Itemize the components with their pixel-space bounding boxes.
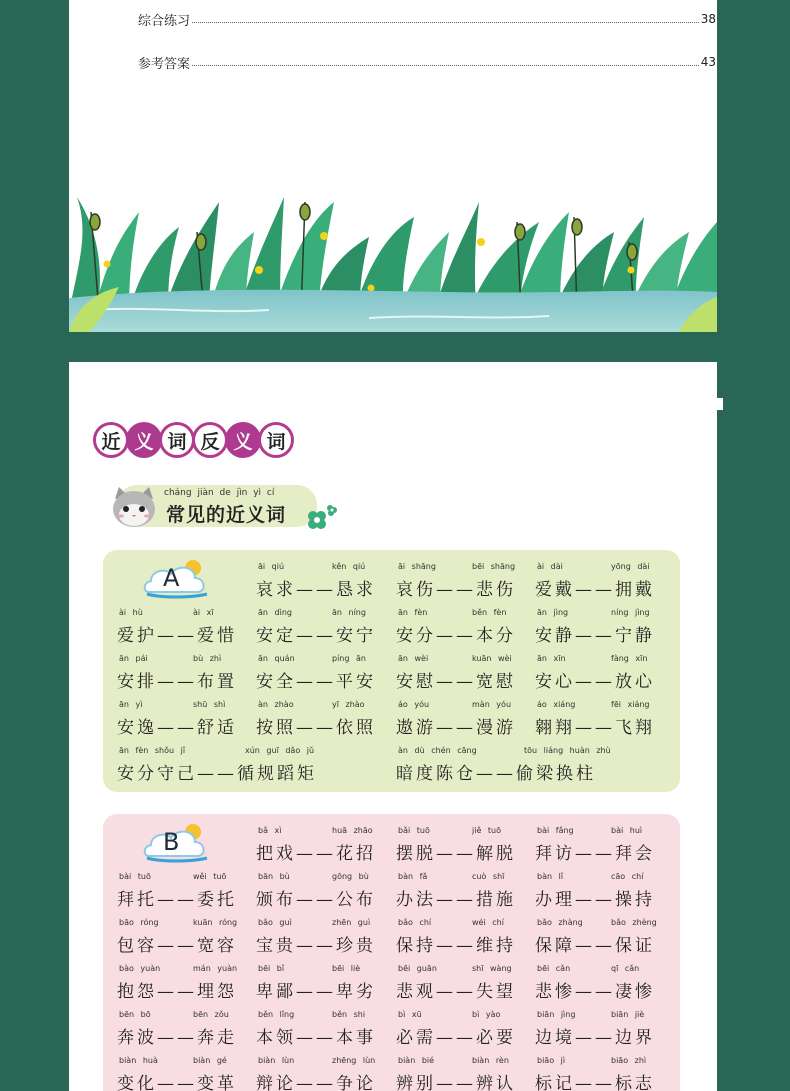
title-char: 义 xyxy=(126,422,162,458)
synonym-pair xyxy=(256,562,384,602)
synonym-pair xyxy=(256,1010,384,1050)
pinyin-first: bǎ xì xyxy=(258,826,282,835)
pinyin-line xyxy=(535,1056,663,1068)
pinyin-line xyxy=(535,964,663,976)
pinyin-first: ān fèn xyxy=(398,608,428,617)
pinyin-line xyxy=(117,700,245,712)
pinyin-first: bài fǎng xyxy=(537,826,574,835)
word-pair: 安分守己——循规蹈矩 xyxy=(117,764,317,784)
synonym-pair xyxy=(535,1056,663,1091)
pinyin-first: biāo jì xyxy=(537,1056,566,1065)
pinyin-line xyxy=(535,918,663,930)
synonym-pair xyxy=(396,562,524,602)
pinyin-second: mán yuàn xyxy=(193,964,238,973)
synonym-pair xyxy=(117,1056,245,1091)
pinyin-line xyxy=(396,1056,524,1068)
pinyin-line xyxy=(256,654,384,666)
pinyin-second: wéi chí xyxy=(472,918,504,927)
pinyin-line xyxy=(256,562,384,574)
section-letter: B xyxy=(163,828,180,856)
pinyin-first: bǎo guì xyxy=(258,918,292,927)
pinyin-line xyxy=(117,1056,245,1068)
toc-page xyxy=(69,0,717,332)
pinyin-first: àn zhào xyxy=(258,700,294,709)
pinyin-line xyxy=(117,608,245,620)
pinyin-second: kuān wèi xyxy=(472,654,512,663)
word-pair: 颁布——公布 xyxy=(256,890,376,910)
pinyin-second: qī cǎn xyxy=(611,964,640,973)
toc-label: 参考答案 xyxy=(138,56,191,72)
pinyin-line xyxy=(256,700,384,712)
pinyin-line xyxy=(396,826,524,838)
pinyin-first: bài tuō xyxy=(119,872,151,881)
synonym-pair xyxy=(396,746,666,786)
word-pair: 拜访——拜会 xyxy=(535,844,655,864)
pinyin-line xyxy=(396,700,524,712)
pinyin-first: ān wèi xyxy=(398,654,429,663)
pinyin-second: kěn qiú xyxy=(332,562,366,571)
synonym-pair xyxy=(396,872,524,912)
pinyin-second: cāo chí xyxy=(611,872,644,881)
word-pair: 安慰——宽慰 xyxy=(396,672,516,692)
pinyin-second: zhēn guì xyxy=(332,918,371,927)
pinyin-line xyxy=(535,608,663,620)
synonym-pair xyxy=(396,826,524,866)
synonym-pair xyxy=(117,654,245,694)
pinyin-second: bēi shāng xyxy=(472,562,516,571)
toc-leader xyxy=(192,65,699,66)
pinyin-first: ān xīn xyxy=(537,654,566,663)
word-pair: 安定——安宁 xyxy=(256,626,376,646)
word-pair: 必需——必要 xyxy=(396,1028,516,1048)
pinyin-first: bàn lǐ xyxy=(537,872,564,881)
pinyin-second: biān jiè xyxy=(611,1010,645,1019)
pinyin-second: píng ān xyxy=(332,654,366,663)
word-pair: 包容——宽容 xyxy=(117,936,237,956)
word-pair: 奔波——奔走 xyxy=(117,1028,237,1048)
pinyin-line xyxy=(535,654,663,666)
pinyin-first: bēn bō xyxy=(119,1010,151,1019)
pinyin-second: cuò shī xyxy=(472,872,505,881)
pinyin-second: jiě tuō xyxy=(472,826,502,835)
pinyin-second: wěi tuō xyxy=(193,872,227,881)
synonym-pair xyxy=(535,1010,663,1050)
pinyin-first: ān yì xyxy=(119,700,143,709)
synonym-pair xyxy=(117,964,245,1004)
synonym-pair xyxy=(117,918,245,958)
pinyin-first: bēi guān xyxy=(398,964,437,973)
title-char: 词 xyxy=(258,422,294,458)
word-pair: 翱翔——飞翔 xyxy=(535,718,655,738)
synonym-pair xyxy=(396,608,524,648)
pinyin-second: màn yóu xyxy=(472,700,512,709)
subheading-title: 常见的近义词 xyxy=(166,504,287,526)
toc-leader xyxy=(192,22,699,23)
word-pair: 安分——本分 xyxy=(396,626,516,646)
cat-icon xyxy=(109,485,159,529)
pinyin-first: āi shāng xyxy=(398,562,436,571)
pinyin-first: ān pái xyxy=(119,654,148,663)
word-pair: 标记——标志 xyxy=(535,1074,655,1091)
pinyin-first: bǎi tuō xyxy=(398,826,430,835)
pinyin-line xyxy=(256,918,384,930)
plant-scene-illustration xyxy=(69,192,717,332)
pinyin-second: xún guī dǎo jǔ xyxy=(245,746,315,755)
pinyin-first: ān dìng xyxy=(258,608,292,617)
synonym-pair xyxy=(396,1010,524,1050)
pinyin-line xyxy=(256,826,384,838)
word-pair: 遨游——漫游 xyxy=(396,718,516,738)
pinyin-line xyxy=(396,964,524,976)
pinyin-second: zhēng lùn xyxy=(332,1056,376,1065)
pinyin-first: ān jìng xyxy=(537,608,569,617)
synonym-pair xyxy=(535,918,663,958)
pinyin-line xyxy=(256,872,384,884)
synonym-pair xyxy=(117,1010,245,1050)
word-pair: 安逸——舒适 xyxy=(117,718,237,738)
pinyin-second: běn fèn xyxy=(472,608,507,617)
word-pair: 哀求——恳求 xyxy=(256,580,376,600)
pinyin-second: fēi xiáng xyxy=(611,700,650,709)
word-pair: 爱戴——拥戴 xyxy=(535,580,655,600)
pinyin-first: bàn fǎ xyxy=(398,872,428,881)
word-pair: 把戏——花招 xyxy=(256,844,376,864)
synonym-pair xyxy=(396,964,524,1004)
word-pair: 办理——操持 xyxy=(535,890,655,910)
word-pair: 安全——平安 xyxy=(256,672,376,692)
synonym-pair xyxy=(117,872,245,912)
section-b xyxy=(103,814,680,1091)
word-pair: 抱怨——埋怨 xyxy=(117,982,237,1002)
synonym-pair xyxy=(396,1056,524,1091)
pinyin-first: àn dù chén cāng xyxy=(398,746,477,755)
word-pair: 暗度陈仓——偷梁换柱 xyxy=(396,764,596,784)
synonym-pair xyxy=(535,654,663,694)
synonym-pair xyxy=(535,826,663,866)
pinyin-line xyxy=(396,654,524,666)
synonym-pair xyxy=(396,700,524,740)
pinyin-first: ài hù xyxy=(119,608,143,617)
pinyin-first: áo yóu xyxy=(398,700,430,709)
page-edge-tab xyxy=(717,398,723,410)
flower-icon xyxy=(301,502,337,534)
pinyin-first: ài dài xyxy=(537,562,563,571)
synonym-pair xyxy=(117,608,245,648)
synonym-pair xyxy=(256,826,384,866)
pinyin-second: bēi liè xyxy=(332,964,361,973)
word-pair: 辩论——争论 xyxy=(256,1074,376,1091)
pinyin-first: ān fèn shǒu jǐ xyxy=(119,746,186,755)
pinyin-first: bēi cǎn xyxy=(537,964,571,973)
word-pair: 拜托——委托 xyxy=(117,890,237,910)
pinyin-second: fàng xīn xyxy=(611,654,648,663)
synonym-pair xyxy=(535,700,663,740)
pinyin-line xyxy=(396,746,666,758)
word-pair: 哀伤——悲伤 xyxy=(396,580,516,600)
pinyin-line xyxy=(535,826,663,838)
toc-page-number: 38 xyxy=(700,12,716,26)
synonym-pair xyxy=(256,700,384,740)
pinyin-first: biàn lùn xyxy=(258,1056,295,1065)
pinyin-second: biāo zhì xyxy=(611,1056,647,1065)
pinyin-line xyxy=(117,654,245,666)
pinyin-second: tōu liáng huàn zhù xyxy=(524,746,611,755)
pinyin-first: biàn bié xyxy=(398,1056,435,1065)
page-title xyxy=(93,422,291,458)
pinyin-first: āi qiú xyxy=(258,562,285,571)
pinyin-line xyxy=(256,608,384,620)
pinyin-line xyxy=(256,964,384,976)
pinyin-second: běn shi xyxy=(332,1010,366,1019)
synonym-pair xyxy=(535,608,663,648)
synonym-pair xyxy=(535,872,663,912)
word-pair: 保持——维持 xyxy=(396,936,516,956)
word-pair: 保障——保证 xyxy=(535,936,655,956)
synonym-pair xyxy=(256,1056,384,1091)
pinyin-second: ài xī xyxy=(193,608,214,617)
pinyin-first: biàn huà xyxy=(119,1056,158,1065)
pinyin-line xyxy=(256,1010,384,1022)
pinyin-second: yī zhào xyxy=(332,700,365,709)
pinyin-line xyxy=(117,964,245,976)
synonym-pair xyxy=(256,872,384,912)
toc-entry[interactable] xyxy=(138,52,716,72)
pinyin-first: bǎo zhàng xyxy=(537,918,583,927)
synonym-pair xyxy=(117,746,387,786)
pinyin-second: huā zhāo xyxy=(332,826,373,835)
toc-label: 综合练习 xyxy=(138,13,191,29)
synonym-pair xyxy=(396,654,524,694)
pinyin-line xyxy=(256,1056,384,1068)
title-char: 义 xyxy=(225,422,261,458)
pinyin-second: yōng dài xyxy=(611,562,650,571)
pinyin-line xyxy=(535,872,663,884)
pinyin-second: bài huì xyxy=(611,826,643,835)
pinyin-second: bù zhì xyxy=(193,654,222,663)
word-pair: 爱护——爱惜 xyxy=(117,626,237,646)
section-a xyxy=(103,550,680,792)
pinyin-first: biān jìng xyxy=(537,1010,576,1019)
title-char: 反 xyxy=(192,422,228,458)
pinyin-second: ān níng xyxy=(332,608,366,617)
section-letter: A xyxy=(163,564,180,592)
pinyin-line xyxy=(396,918,524,930)
word-pair: 安静——宁静 xyxy=(535,626,655,646)
section-letter-cloud xyxy=(141,556,213,600)
word-pair: 卑鄙——卑劣 xyxy=(256,982,376,1002)
pinyin-line xyxy=(396,562,524,574)
pinyin-second: bēn zǒu xyxy=(193,1010,229,1019)
synonym-pair xyxy=(535,562,663,602)
word-pair: 摆脱——解脱 xyxy=(396,844,516,864)
pinyin-line xyxy=(396,1010,524,1022)
pinyin-first: bān bù xyxy=(258,872,290,881)
pinyin-first: ān quán xyxy=(258,654,295,663)
word-pair: 办法——措施 xyxy=(396,890,516,910)
toc-page-number: 43 xyxy=(700,55,716,69)
pinyin-line xyxy=(117,1010,245,1022)
title-char: 词 xyxy=(159,422,195,458)
pinyin-second: gōng bù xyxy=(332,872,369,881)
word-pair: 边境——边界 xyxy=(535,1028,655,1048)
pinyin-first: bì xū xyxy=(398,1010,422,1019)
pinyin-second: shī wàng xyxy=(472,964,512,973)
word-pair: 辨别——辨认 xyxy=(396,1074,516,1091)
pinyin-line xyxy=(396,608,524,620)
content-page xyxy=(69,362,717,1091)
word-pair: 变化——变革 xyxy=(117,1074,237,1091)
synonym-pair xyxy=(256,608,384,648)
pinyin-line xyxy=(117,918,245,930)
synonym-pair xyxy=(256,964,384,1004)
word-pair: 安排——布置 xyxy=(117,672,237,692)
word-pair: 安心——放心 xyxy=(535,672,655,692)
word-pair: 宝贵——珍贵 xyxy=(256,936,376,956)
synonym-pair xyxy=(117,700,245,740)
pinyin-first: bāo róng xyxy=(119,918,159,927)
pinyin-second: bì yào xyxy=(472,1010,501,1019)
pinyin-line xyxy=(396,872,524,884)
pinyin-second: bǎo zhèng xyxy=(611,918,657,927)
pinyin-line xyxy=(117,872,245,884)
toc-entry[interactable] xyxy=(138,9,716,29)
pinyin-second: biàn gé xyxy=(193,1056,227,1065)
word-pair: 按照——依照 xyxy=(256,718,376,738)
synonym-pair xyxy=(256,654,384,694)
pinyin-line xyxy=(535,562,663,574)
synonym-pair xyxy=(396,918,524,958)
pinyin-second: kuān róng xyxy=(193,918,238,927)
pinyin-first: áo xiáng xyxy=(537,700,576,709)
section-letter-cloud xyxy=(141,820,213,864)
pinyin-first: bào yuàn xyxy=(119,964,161,973)
word-pair: 悲惨——凄惨 xyxy=(535,982,655,1002)
pinyin-line xyxy=(117,746,387,758)
word-pair: 本领——本事 xyxy=(256,1028,376,1048)
pinyin-line xyxy=(535,700,663,712)
pinyin-second: shū shì xyxy=(193,700,226,709)
pinyin-line xyxy=(535,1010,663,1022)
title-char: 近 xyxy=(93,422,129,458)
subheading-pinyin: cháng jiàn de jìn yì cí xyxy=(164,488,275,498)
synonym-pair xyxy=(256,918,384,958)
pinyin-first: bǎo chí xyxy=(398,918,432,927)
pinyin-first: běn lǐng xyxy=(258,1010,295,1019)
synonym-pair xyxy=(535,964,663,1004)
word-pair: 悲观——失望 xyxy=(396,982,516,1002)
pinyin-second: níng jìng xyxy=(611,608,650,617)
pinyin-second: biàn rèn xyxy=(472,1056,509,1065)
pinyin-first: bēi bǐ xyxy=(258,964,285,973)
